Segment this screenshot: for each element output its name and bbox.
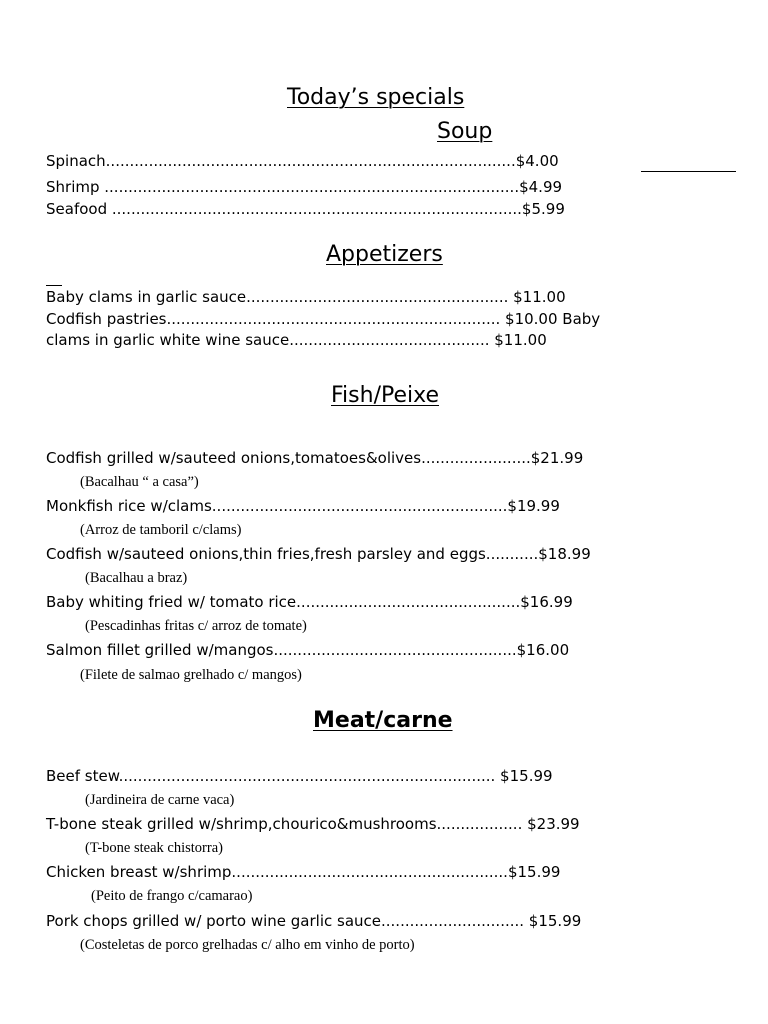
menu-item-translation: (Jardineira de carne vaca): [85, 792, 235, 808]
menu-item: Pork chops grilled w/ porto wine garlic sauce.............................. $15.99: [46, 912, 582, 930]
menu-item: Baby whiting fried w/ tomato rice...............................................$16.99: [46, 593, 573, 611]
menu-item: Beef stew............................................................................... $15.99: [46, 767, 553, 785]
menu-item-seafood: Seafood ......................................................................................$5.99: [46, 200, 565, 218]
menu-item-baby-clams-wine: clams in garlic white wine sauce.......................................... $11.00: [46, 331, 547, 349]
menu-item-shrimp: Shrimp .......................................................................................$4.99: [46, 178, 563, 196]
menu-item-translation: (Filete de salmao grelhado c/ mangos): [80, 667, 302, 683]
soup-heading: Soup: [437, 119, 493, 144]
menu-item-translation: (Arroz de tamboril c/clams): [80, 522, 242, 538]
fish-heading: Fish/Peixe: [331, 383, 439, 408]
menu-item-translation: (T-bone steak chistorra): [85, 840, 223, 856]
menu-item-translation: (Costeletas de porco grelhadas c/ alho em vinho de porto): [80, 937, 415, 953]
menu-item: Codfish grilled w/sauteed onions,tomatoes&olives.......................$21.99: [46, 449, 584, 467]
menu-item-spinach: Spinach......................................................................................$4.00: [46, 152, 559, 170]
menu-item: Codfish w/sauteed onions,thin fries,fresh parsley and eggs...........$18.99: [46, 545, 591, 563]
menu-item-translation: (Pescadinhas fritas c/ arroz de tomate): [85, 618, 307, 634]
menu-item: Monkfish rice w/clams..............................................................$19.99: [46, 497, 560, 515]
meat-heading: Meat/carne: [313, 708, 453, 733]
underline-rule: [641, 171, 736, 172]
menu-item-translation: (Peito de frango c/camarao): [91, 888, 253, 904]
appetizers-heading: Appetizers: [326, 242, 443, 267]
underline-rule: [46, 285, 62, 286]
menu-item: T-bone steak grilled w/shrimp,chourico&mushrooms.................. $23.99: [46, 815, 580, 833]
menu-item: Chicken breast w/shrimp..........................................................$15.99: [46, 863, 561, 881]
menu-item-translation: (Bacalhau “ a casa”): [80, 474, 199, 490]
menu-item-codfish-pastries: Codfish pastries...................................................................... $10.00 Baby: [46, 310, 601, 328]
menu-item: Salmon fillet grilled w/mangos...................................................$16.00: [46, 641, 570, 659]
menu-item-baby-clams: Baby clams in garlic sauce....................................................... $11.00: [46, 288, 566, 306]
page-title: Today’s specials: [287, 85, 465, 110]
menu-item-translation: (Bacalhau a braz): [85, 570, 188, 586]
